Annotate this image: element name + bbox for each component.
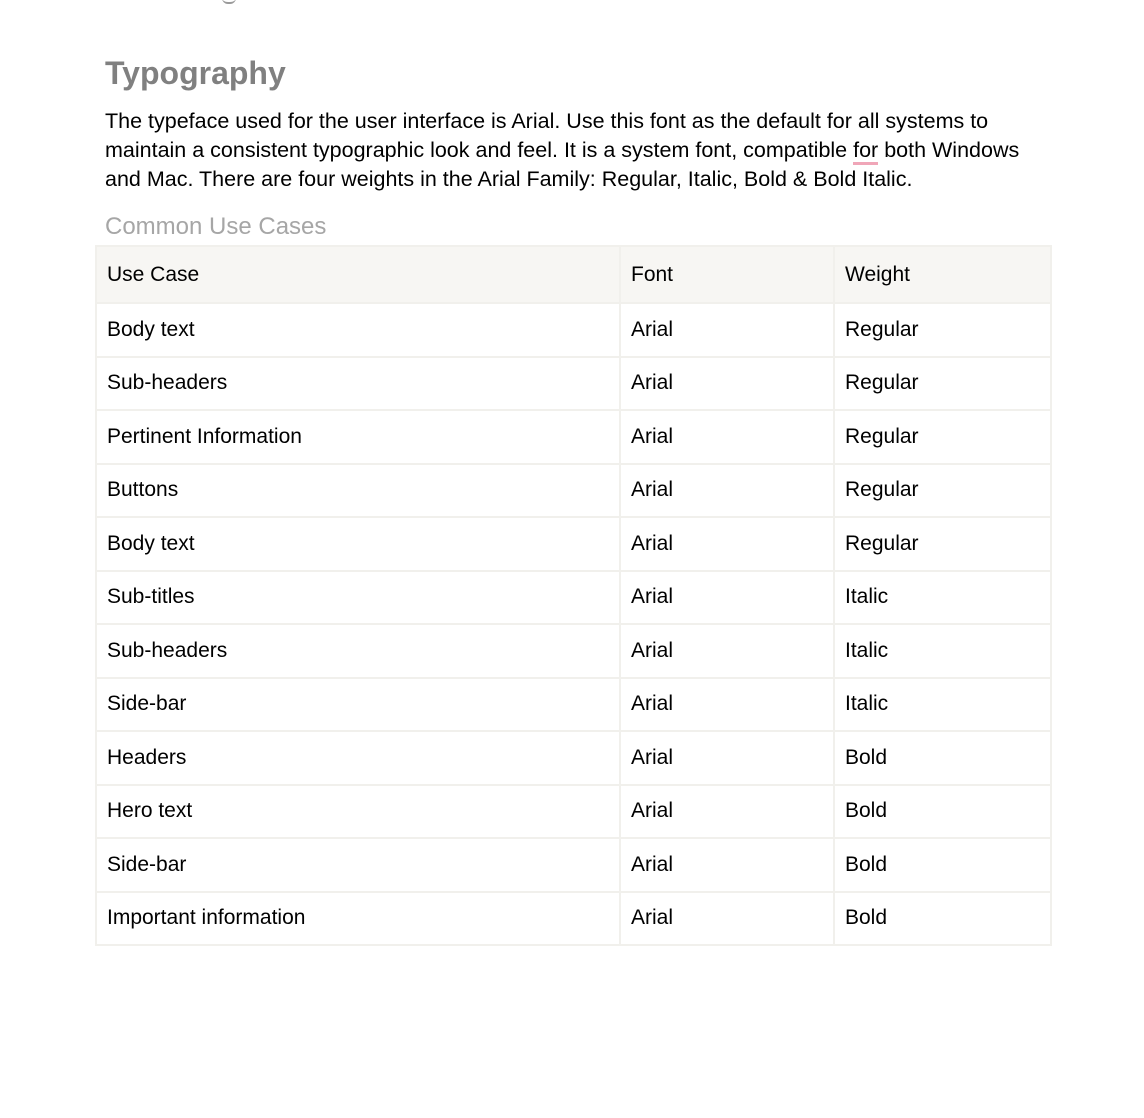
intro-paragraph [105, 107, 1055, 194]
cell-font: Arial [620, 678, 834, 732]
table-row [96, 892, 1051, 946]
intro-line-1: The typeface used for the user interface is Arial. Use this font as the default for all systems to [105, 109, 989, 133]
intro-line-2-start: maintain a consistent typographic look and feel. It is a system font, compatible [105, 138, 854, 162]
cell-font: Arial [620, 785, 834, 839]
intro-line-2-end: both Windows [878, 138, 1020, 162]
cell-font: Arial [620, 571, 834, 625]
cell-font: Arial [620, 838, 834, 892]
table-row [96, 357, 1051, 411]
cell-weight: Regular [834, 357, 1051, 411]
previous-content-fragment [222, 0, 236, 4]
table-row [96, 785, 1051, 839]
cell-use-case: Headers [96, 731, 620, 785]
cell-use-case: Side-bar [96, 838, 620, 892]
cell-weight: Bold [834, 731, 1051, 785]
cell-use-case: Pertinent Information [96, 410, 620, 464]
cell-font: Arial [620, 464, 834, 518]
intro-line-3: and Mac. There are four weights in the Arial Family: Regular, Italic, Bold & Bold Italic. [105, 167, 913, 191]
cell-font: Arial [620, 892, 834, 946]
cell-font: Arial [620, 731, 834, 785]
cell-weight: Bold [834, 892, 1051, 946]
cell-use-case: Body text [96, 517, 620, 571]
cell-use-case: Important information [96, 892, 620, 946]
table-row [96, 464, 1051, 518]
cell-weight: Regular [834, 464, 1051, 518]
cell-weight: Regular [834, 303, 1051, 357]
use-case-table [95, 245, 1052, 946]
column-header-use-case: Use Case [96, 246, 620, 303]
section-title: Common Use Cases [105, 213, 327, 240]
cell-use-case: Hero text [96, 785, 620, 839]
cell-weight: Bold [834, 785, 1051, 839]
cell-font: Arial [620, 410, 834, 464]
table-row [96, 571, 1051, 625]
table-header-row [96, 246, 1051, 303]
table-row [96, 731, 1051, 785]
cell-weight: Italic [834, 571, 1051, 625]
cell-use-case: Sub-headers [96, 357, 620, 411]
column-header-weight: Weight [834, 246, 1051, 303]
cell-weight: Bold [834, 838, 1051, 892]
table-row [96, 410, 1051, 464]
cell-use-case: Sub-titles [96, 571, 620, 625]
cell-font: Arial [620, 624, 834, 678]
table-row [96, 838, 1051, 892]
cell-weight: Italic [834, 678, 1051, 732]
table-row [96, 303, 1051, 357]
cell-use-case: Body text [96, 303, 620, 357]
cell-font: Arial [620, 303, 834, 357]
column-header-font: Font [620, 246, 834, 303]
page-title: Typography [105, 55, 286, 91]
cell-use-case: Sub-headers [96, 624, 620, 678]
table-row [96, 517, 1051, 571]
intro-line-2 [105, 136, 1055, 165]
cell-weight: Italic [834, 624, 1051, 678]
cell-use-case: Side-bar [96, 678, 620, 732]
table-row [96, 678, 1051, 732]
cell-weight: Regular [834, 517, 1051, 571]
cell-font: Arial [620, 517, 834, 571]
spellcheck-flagged-word[interactable]: for [853, 138, 878, 165]
cell-weight: Regular [834, 410, 1051, 464]
cell-font: Arial [620, 357, 834, 411]
table-row [96, 624, 1051, 678]
cell-use-case: Buttons [96, 464, 620, 518]
